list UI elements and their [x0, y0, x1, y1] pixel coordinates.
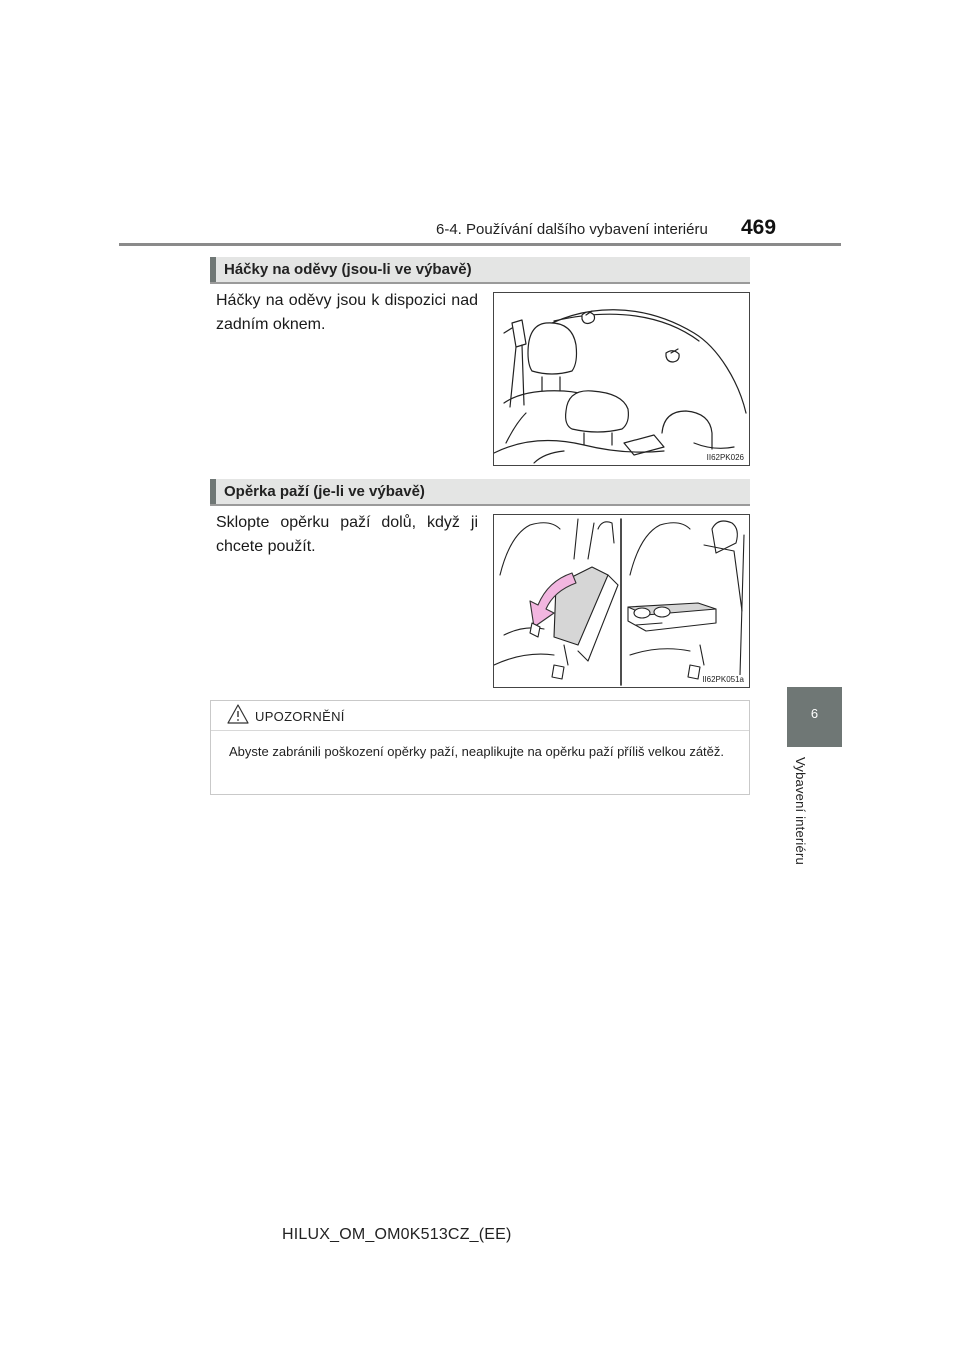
caution-divider	[211, 730, 749, 731]
figure-code: II62PK051a	[702, 675, 744, 684]
rear-seat-hooks-drawing	[494, 293, 749, 465]
running-header-section: 6-4. Používání dalšího vybavení interiéru	[436, 221, 708, 238]
section-heading-clothes-hooks	[210, 257, 750, 284]
warning-triangle-icon	[227, 704, 249, 724]
section-body-text: Háčky na oděvy jsou k dispozici nad zadním oknem.	[216, 292, 478, 333]
chapter-label: Vybavení interiéru	[793, 757, 808, 865]
section-body-text: Sklopte opěrku paží dolů, když ji chcete použít.	[216, 514, 478, 555]
chapter-tab	[787, 687, 842, 747]
heading-accent-bar	[210, 479, 216, 504]
section-heading-text: Opěrka paží (je-li ve výbavě)	[224, 483, 425, 500]
armrest-folding-drawing	[494, 515, 749, 687]
clothes-hook-illustration	[493, 292, 750, 466]
caution-box	[210, 700, 750, 795]
footer-document-code: HILUX_OM_OM0K513CZ_(EE)	[282, 1226, 512, 1243]
page-number: 469	[741, 216, 777, 239]
chapter-number: 6	[810, 706, 819, 721]
armrest-illustration	[493, 514, 750, 688]
figure-code: II62PK026	[706, 453, 744, 462]
caution-title: UPOZORNĚNÍ	[255, 709, 345, 724]
header-rule	[119, 243, 841, 246]
section-heading-armrest	[210, 479, 750, 506]
section-heading-text: Háčky na oděvy (jsou-li ve výbavě)	[224, 261, 472, 278]
heading-accent-bar	[210, 257, 216, 282]
caution-text: Abyste zabránili poškození opěrky paží, neaplikujte na opěrku paží příliš velkou zátěž.	[229, 744, 724, 759]
